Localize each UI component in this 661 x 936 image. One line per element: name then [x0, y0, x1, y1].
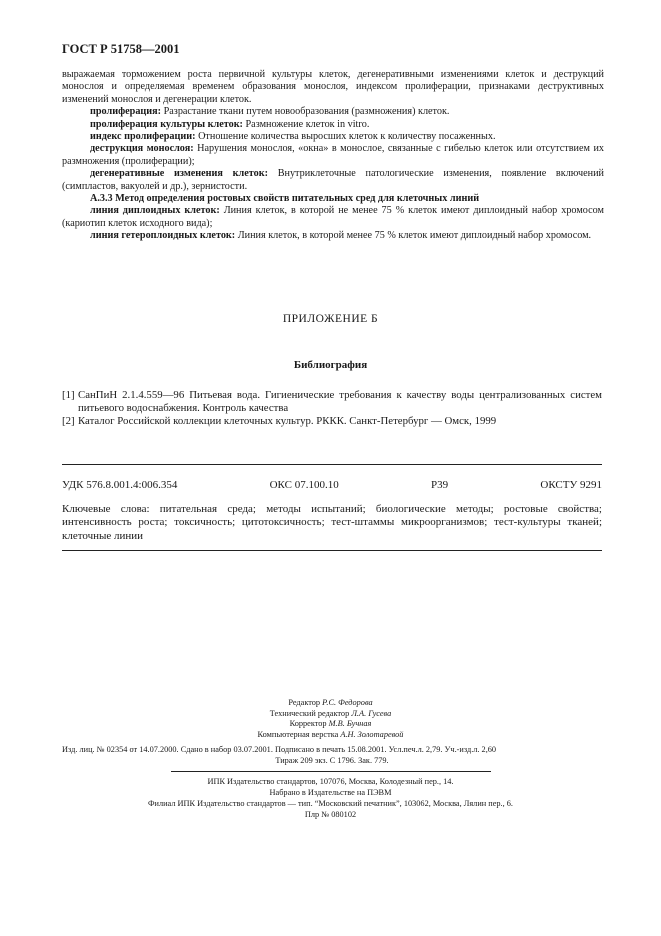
section-heading-text: А.3.3 Метод определения ростовых свойств питательных сред для клеточных линий	[90, 193, 480, 205]
divider-publisher	[171, 771, 491, 772]
definition: Линия клеток, в которой не менее 75 % клеток имеют диплоидный набор хромосом (кариотип клеток исходного вида);	[62, 205, 604, 229]
classification-row	[62, 479, 602, 491]
publishing-details	[62, 745, 602, 767]
paragraph-intro: выражаемая торможением роста первичной культуры клеток, дегенеративными изменениями клеток и деструкций монослоя и определяемая временем образования монослоя, индексом пролиферации, признаками деструктивных изменений монослоя и дегенерации клеток.	[62, 69, 604, 105]
term: индекс пролиферации:	[90, 131, 196, 143]
credit-name: Р.С. Федорова	[322, 698, 373, 707]
credit-editor	[0, 698, 661, 709]
definition-proliferation	[62, 106, 604, 118]
credit-layout	[0, 730, 661, 741]
okstu-code: ОКСТУ 9291	[540, 479, 602, 491]
definition-culture-proliferation	[62, 119, 604, 131]
definition-degenerative-changes	[62, 168, 604, 193]
bibliography-title: Библиография	[293, 359, 368, 371]
credit-role: Компьютерная верстка	[257, 729, 339, 739]
credit-name: А.Н. Золотаревой	[340, 729, 404, 739]
bibliography-text: СанПиН 2.1.4.559—96 Питьевая вода. Гигиенические требования к качеству воды централизованных систем питьевого водоснабжения. Контроль качества	[78, 389, 602, 414]
publishing-line: Тираж 209 экз. С 1796. Зак. 779.	[275, 755, 389, 765]
body-text	[62, 69, 604, 243]
publishing-line: Изд. лиц. № 02354 от 14.07.2000. Сдано в набор 03.07.2001. Подписано в печать 15.08.2001. Усл.печ.л. 2,79. Уч.-изд.л. 2,60	[62, 745, 497, 754]
credit-name: М.В. Бучная	[328, 719, 372, 729]
credit-tech-editor	[0, 709, 661, 720]
keywords: Ключевые слова: питательная среда; методы испытаний; биологические методы; ростовые свойства; интенсивность роста; токсичность; цитотоксичность; тест-штаммы микроорганизмов; тест-культуры тканей; клеточные линии	[62, 503, 602, 542]
definition-monolayer-destruction	[62, 143, 604, 168]
bibliography-list	[62, 389, 602, 427]
definition: Линия клеток, в которой менее 75 % клеток имеют диплоидный набор хромосом.	[235, 230, 592, 242]
group-code: Р39	[430, 479, 449, 491]
credit-proofreader	[0, 719, 661, 730]
definition-proliferation-index	[62, 131, 604, 143]
definition: Нарушения монослоя, «окна» в монослое, связанные с гибелью клеток или отсутствием их размножения (пролиферации);	[62, 143, 604, 167]
oks-code: ОКС 07.100.10	[269, 479, 339, 491]
credit-name: Л.А. Гусева	[351, 708, 392, 718]
publisher-line: Плр № 080102	[304, 810, 357, 819]
credit-role: Технический редактор	[269, 708, 350, 718]
bibliography-number: [2]	[62, 414, 75, 427]
definition: Внутриклеточные патологические изменения, появление включений (симпластов, вакуолей и др.), зернистости.	[62, 168, 605, 192]
bibliography-item	[62, 415, 602, 428]
term: линия диплоидных клеток:	[90, 205, 220, 217]
definition: Разрастание ткани путем новообразования (размножения) клеток.	[161, 106, 450, 118]
term: дегенеративные изменения клеток:	[90, 168, 268, 180]
definition: Размножение клеток in vitro.	[242, 118, 370, 130]
credits-block	[0, 698, 661, 740]
definition: Отношение количества выросших клеток к количеству посаженных.	[195, 131, 496, 143]
publisher-line: Набрано в Издательстве на ПЭВМ	[269, 788, 392, 797]
publisher-line: Филиал ИПК Издательство стандартов — тип. “Московский печатник”, 103062, Москва, Лялин пер., 6.	[147, 799, 513, 808]
definition-diploid-line	[62, 205, 604, 230]
bibliography-number: [1]	[62, 389, 75, 401]
divider-bottom	[62, 550, 602, 551]
document-header: ГОСТ Р 51758—2001	[62, 42, 180, 56]
publisher-info	[0, 776, 661, 820]
term: пролиферация культуры клеток:	[90, 118, 243, 130]
credit-role: Редактор	[288, 698, 321, 707]
bibliography-text: Каталог Российской коллекции клеточных культур. РККК. Санкт-Петербург — Омск, 1999	[78, 414, 497, 427]
publisher-line: ИПК Издательство стандартов, 107076, Москва, Колодезный пер., 14.	[207, 777, 454, 786]
definition-heteroploid-line	[62, 230, 604, 242]
credit-role: Корректор	[289, 719, 327, 729]
term: линия гетероплоидных клеток:	[90, 230, 236, 242]
bibliography-item	[62, 389, 602, 415]
section-heading	[62, 193, 604, 205]
divider-top	[62, 464, 602, 465]
term: пролиферация:	[90, 106, 162, 118]
appendix-title: ПРИЛОЖЕНИЕ Б	[282, 313, 379, 325]
term: деструкция монослоя:	[90, 143, 194, 155]
udc-code: УДК 576.8.001.4:006.354	[62, 479, 178, 491]
